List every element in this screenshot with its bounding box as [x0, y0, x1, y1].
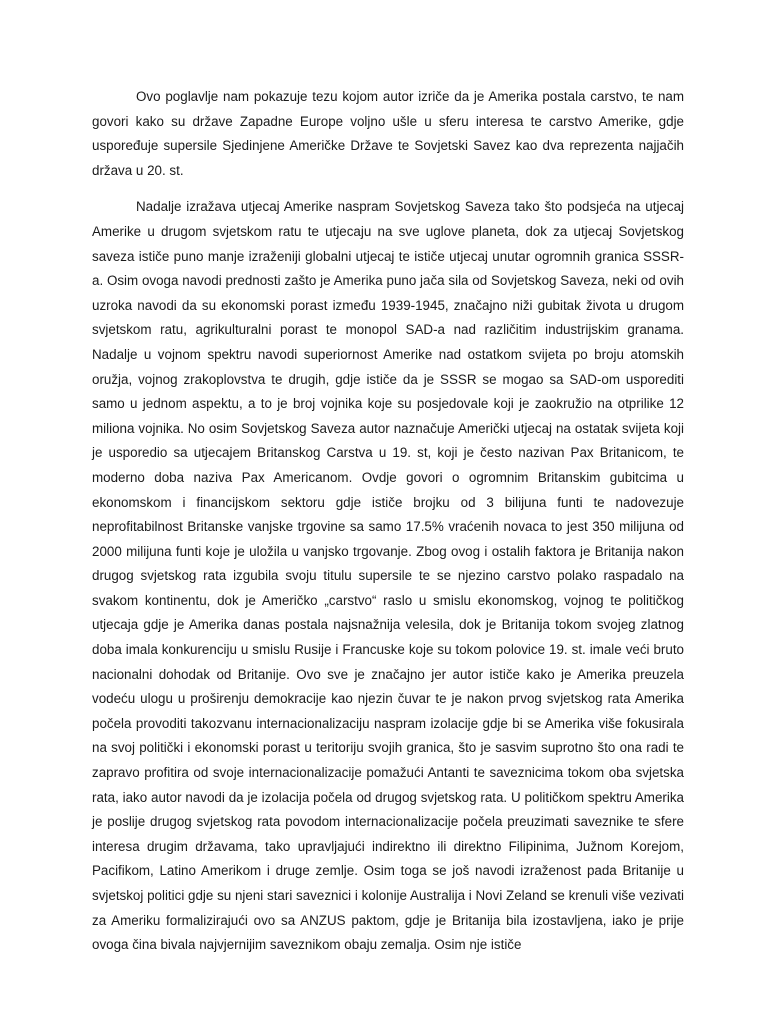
paragraph-2: Nadalje izražava utjecaj Amerike naspram Sovjetskog Saveza tako što podsjeća na utjecaj Amerike u drugom svjetskom ratu te utjecaju na sve uglove planeta, dok za utjecaj Sovjetskog saveza ističe puno manje izraženiji globalni utjecaj te ističe utjecaj unutar ogromnih granica SSSR-a. Osim ovoga navodi prednosti zašto je Amerika puno jača sila od Sovjetskog Saveza, neki od ovih uzroka navodi da su ekonomski porast između 1939-1945, značajno niži gubitak života u drugom svjetskom ratu, agrikulturalni porast te monopol SAD-a nad različitim industrijskim granama. Nadalje u vojnom spektru navodi superiornost Amerike nad ostatkom svijeta po broju atomskih oružja, vojnog zrakoplovstva te drugih, gdje ističe da je SSSR se mogao sa SAD-om usporediti samo u jednom aspektu, a to je broj vojnika koje su posjedovale koji je zaokružio na otprilike 12 miliona vojnika. No osim Sovjetskog Saveza autor naznačuje Američki utjecaj na ostatak svijeta koji je usporedio sa utjecajem Britanskog Carstva u 19. st, koji je često nazivan Pax Britanicom, te moderno doba naziva Pax Americanom. Ovdje govori o ogromnim Britanskim gubitcima u ekonomskom i financijskom sektoru gdje ističe brojku od 3 bilijuna funti te nadovezuje neprofitabilnost Britanske vanjske trgovine sa samo 17.5% vraćenih novaca to jest 350 milijuna od 2000 milijuna funti koje je uložila u vanjsko trgovanje. Zbog ovog i ostalih faktora je Britanija nakon drugog svjetskog rata izgubila svoju titulu supersile te se njezino carstvo polako raspadalo na svakom kontinentu, dok je Američko „carstvo“ raslo u smislu ekonomskog, vojnog te političkog utjecaja gdje je Amerika danas postala najsnažnija velesila, dok je Britanija tokom svojeg zlatnog doba imala konkurenciju u smislu Rusije i Francuske koje su tokom polovice 19. st. imale veći bruto nacionalni dohodak od Britanije. Ovo sve je značajno jer autor ističe kako je Amerika preuzela vodeću ulogu u proširenju demokracije kao njezin čuvar te je nakon prvog svjetskog rata Amerika počela provoditi takozvanu internacionalizaciju naspram izolacije gdje bi se Amerika više fokusirala na svoj politički i ekonomski porast u teritoriju svojih granica, što je sasvim suprotno što ona radi te zapravo profitira od svoje internacionalizacije pomažući Antanti te saveznicima tokom oba svjetska rata, iako autor navodi da je izolacija počela od drugog svjetskog rata. U političkom spektru Amerika je poslije drugog svjetskog rata povodom internacionalizacije počela preuzimati saveznike te sfere interesa drugim državama, tako upravljajući indirektno ili direktno Filipinima, Južnom Korejom, Pacifikom, Latino Amerikom i druge zemlje. Osim toga se još navodi izraženost pada Britanije u svjetskoj politici gdje su njeni stari saveznici i kolonije Australija i Novi Zeland se krenuli više vezivati za Ameriku formalizirajući ovo sa ANZUS paktom, gdje je Britanija bila izostavljena, iako je prije ovoga čina bivala najvjernijim saveznikom obaju zemalja. Osim nje ističe [92, 199, 684, 953]
paragraph-1: Ovo poglavlje nam pokazuje tezu kojom autor izriče da je Amerika postala carstvo, te nam govori kako su države Zapadne Europe voljno ušle u sferu interesa te carstvo Amerike, gdje uspoređuje supersile Sjedinjene Američke Države te Sovjetski Savez kao dva reprezenta najjačih država u 20. st. [92, 89, 684, 178]
document-page [92, 85, 684, 958]
